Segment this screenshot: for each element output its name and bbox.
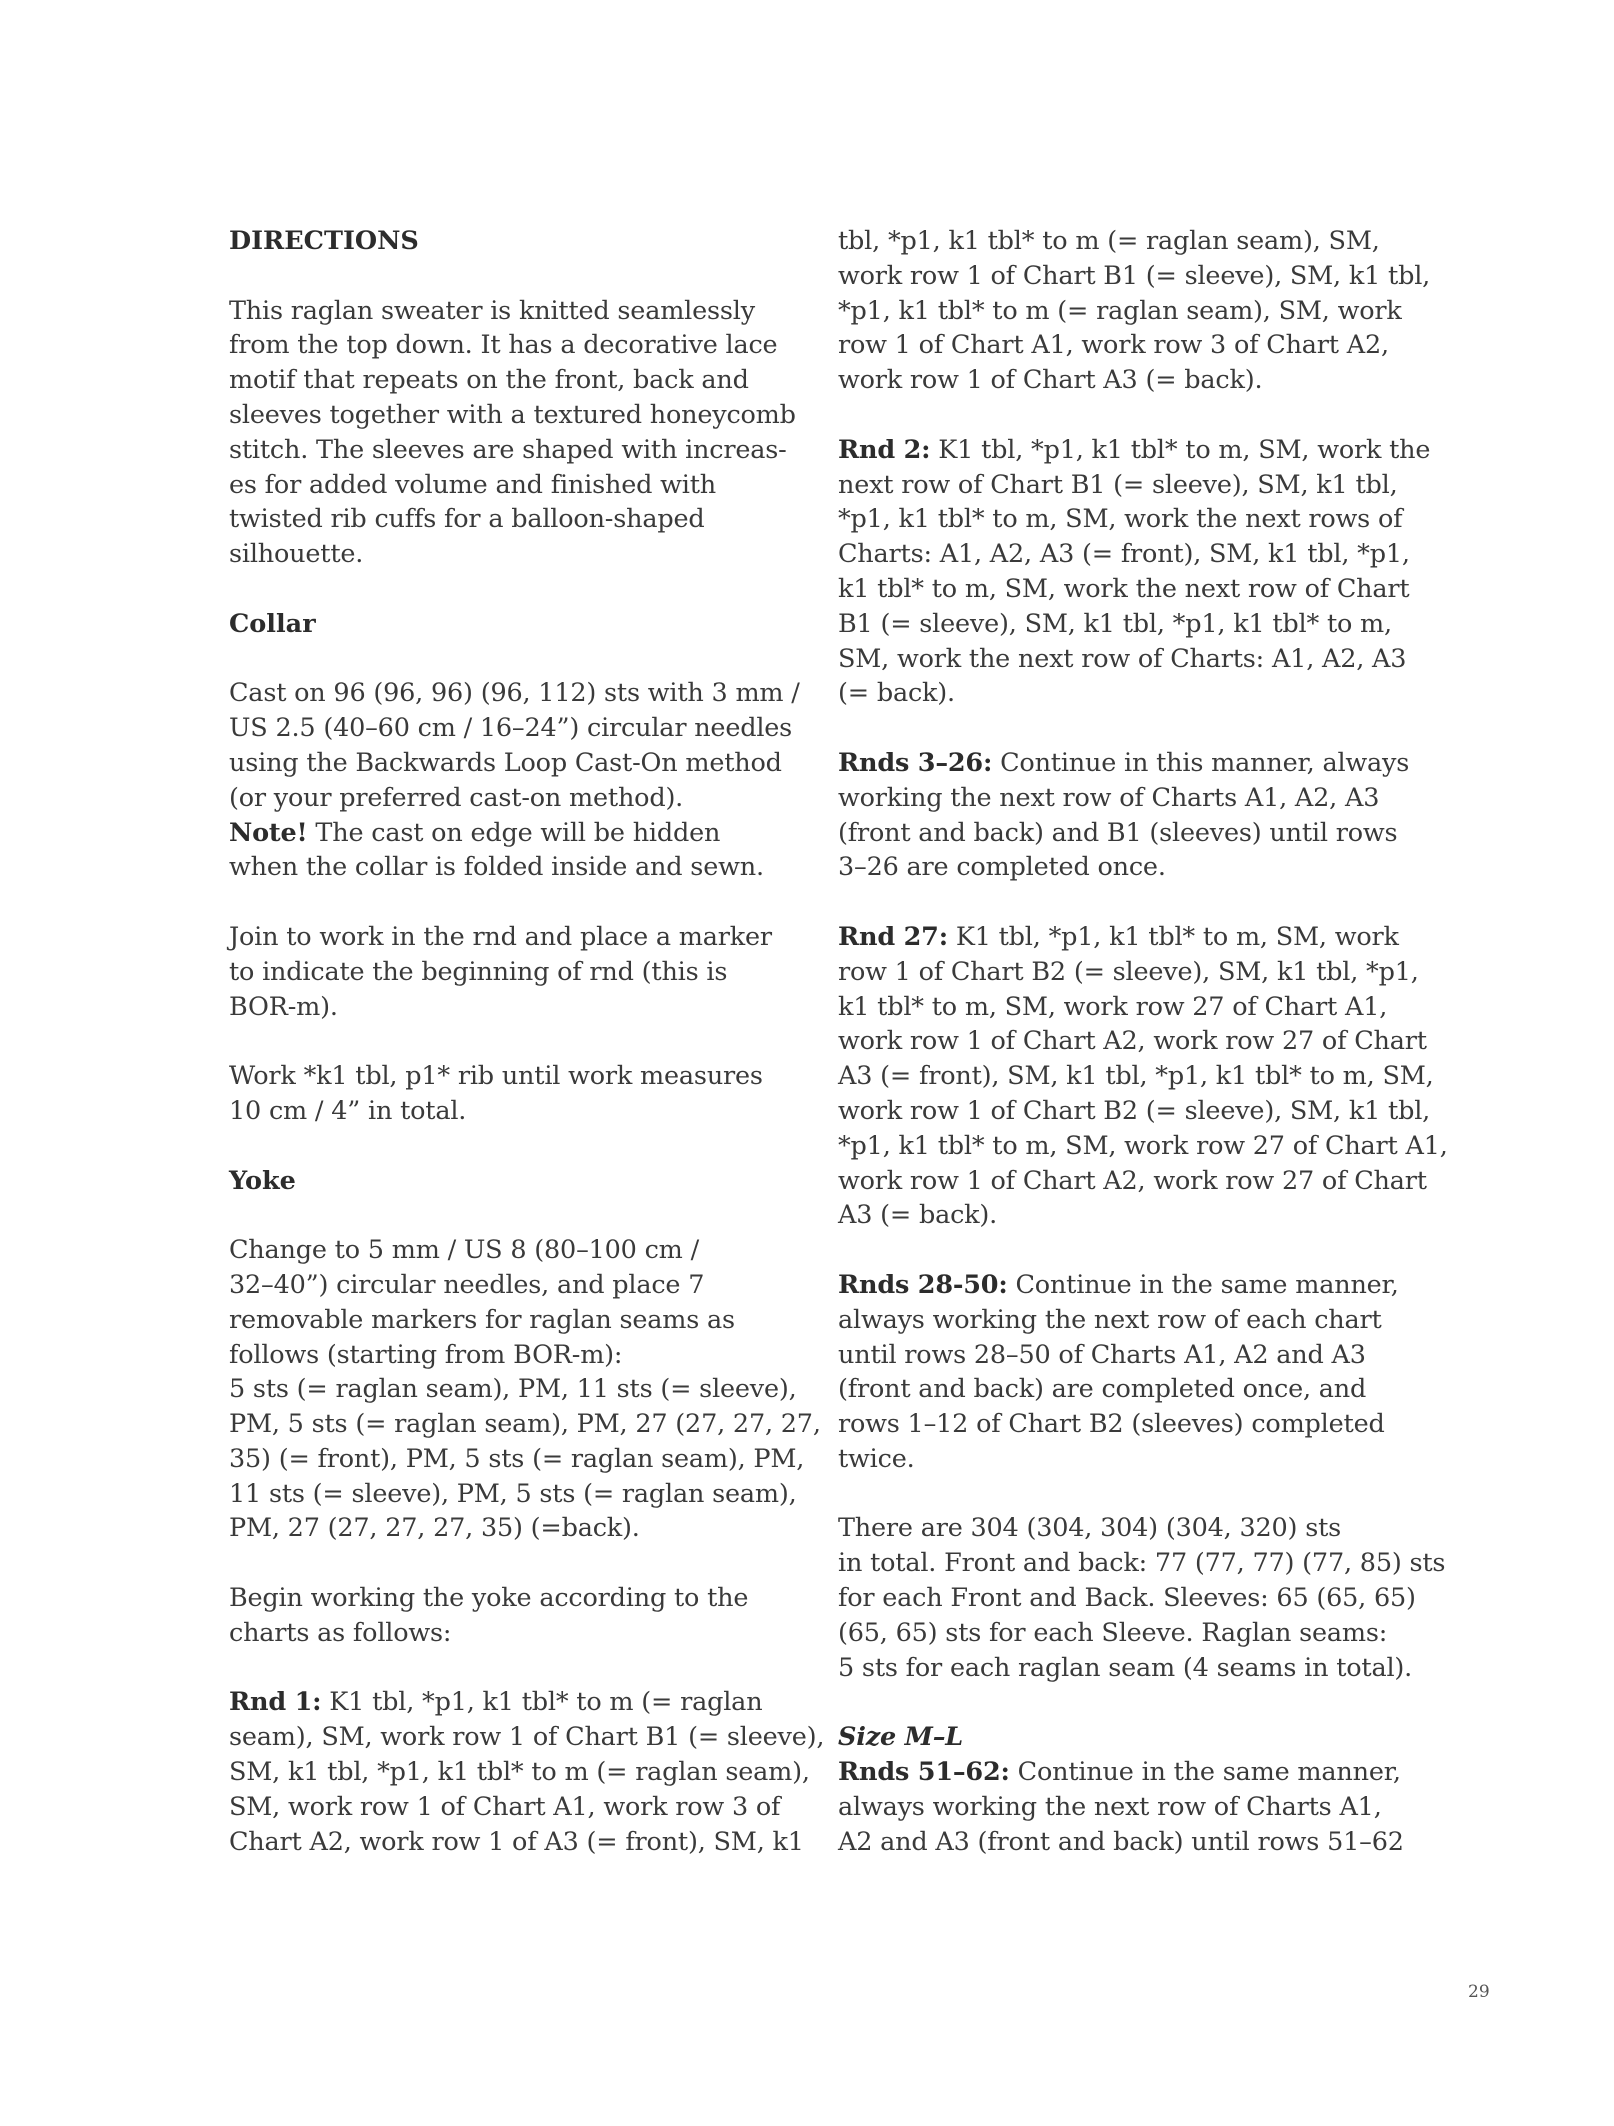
text-line: twisted rib cuffs for a balloon-shaped [229,504,705,535]
rnds28-first-line [838,1268,1418,1303]
text-line: row 1 of Chart B2 (= sleeve), SM, k1 tbl, *p1, [838,956,1419,987]
text-line: 11 sts (= sleeve), PM, 5 sts (= raglan seam), [229,1478,797,1509]
text-line: rows 1–12 of Chart B2 (sleeves) completed [838,1409,1385,1440]
rnd27-label: Rnd 27: [838,921,948,952]
note-label: Note! [229,817,308,848]
text-line: 3–26 are completed once. [838,852,1166,883]
text-line: 35) (= front), PM, 5 sts (= raglan seam), PM, [229,1443,805,1474]
text-line: (= back). [838,678,955,709]
text-line: when the collar is folded inside and sewn. [229,852,764,883]
totals-paragraph [838,1511,1446,1685]
text-line: Charts: A1, A2, A3 (= front), SM, k1 tbl, *p1, [838,539,1410,570]
rnds28-50-paragraph [838,1268,1418,1477]
rnds3-text: Continue in this manner, always [992,747,1410,778]
text-line: sleeves together with a textured honeycomb [229,399,796,430]
left-column [229,224,825,1859]
rnd1-continued-paragraph [838,224,1431,398]
text-line: Cast on 96 (96, 96) (96, 112) sts with 3 mm / [229,678,800,709]
rnds3-label: Rnds 3–26: [838,747,993,778]
rnd2-paragraph [838,433,1431,711]
text-line: (65, 65) sts for each Sleeve. Raglan seams: [838,1617,1388,1648]
size-heading: Size M–L [838,1722,963,1753]
rnd1-first-line [229,1685,799,1720]
text-line: 32–40”) circular needles, and place 7 [229,1269,705,1300]
text-line: twice. [838,1443,915,1474]
rnd1-label: Rnd 1: [229,1687,322,1718]
text-line: always working the next row of each chart [838,1304,1382,1335]
text-line: es for added volume and finished with [229,469,716,500]
text-line: removable markers for raglan seams as [229,1304,735,1335]
text-line: stitch. The sleeves are shaped with increas- [229,434,787,465]
text-line: B1 (= sleeve), SM, k1 tbl, *p1, k1 tbl* to m, [838,608,1392,639]
text-line: follows (starting from BOR-m): [229,1339,623,1370]
text-line: k1 tbl* to m, SM, work the next row of Chart [838,573,1410,604]
rnd2-text: K1 tbl, *p1, k1 tbl* to m, SM, work the [930,434,1431,465]
text-line: (or your preferred cast-on method). [229,782,684,813]
directions-paragraph [229,294,799,572]
text-line: silhouette. [229,539,364,570]
text-line: Join to work in the rnd and place a marker [229,921,772,952]
text-line: A3 (= back). [838,1200,998,1231]
text-line: *p1, k1 tbl* to m (= raglan seam), SM, work [838,295,1402,326]
text-line: work row 1 of Chart B2 (= sleeve), SM, k1 tbl, [838,1095,1431,1126]
text-line: to indicate the beginning of rnd (this is [229,956,728,987]
rnds51-label: Rnds 51–62: [838,1757,1010,1788]
text-line: until rows 28–50 of Charts A1, A2 and A3 [838,1339,1366,1370]
text-line: Chart A2, work row 1 of A3 (= front), SM, k1 [229,1826,804,1857]
rnd27-paragraph [838,920,1448,1233]
text-line: seam), SM, work row 1 of Chart B1 (= sleeve), [229,1722,825,1753]
text-line: work row 1 of Chart A2, work row 27 of Chart [838,1026,1427,1057]
text-line: A2 and A3 (front and back) until rows 51–62 [838,1826,1404,1857]
text-line: 5 sts for each raglan seam (4 seams in total). [838,1652,1413,1683]
right-column [838,224,1448,1859]
begin-paragraph [229,1581,799,1651]
text-line: work row 1 of Chart B1 (= sleeve), SM, k1 tbl, [838,260,1431,291]
rnds28-text: Continue in the same manner, [1007,1269,1399,1300]
text-line: There are 304 (304, 304) (304, 320) sts [838,1513,1342,1544]
rnd2-first-line [838,433,1431,468]
text-line: working the next row of Charts A1, A2, A3 [838,782,1380,813]
rnds3-26-paragraph [838,746,1418,885]
text-line: Begin working the yoke according to the [229,1583,749,1614]
cast-on-paragraph [229,676,799,885]
rib-paragraph [229,1059,799,1129]
rnd2-label: Rnd 2: [838,434,931,465]
rnd1-paragraph [229,1685,825,1859]
text-line: in total. Front and back: 77 (77, 77) (77, 85) sts [838,1548,1446,1579]
text-line: charts as follows: [229,1617,452,1648]
text-line: work row 1 of Chart A3 (= back). [838,365,1263,396]
text-line: PM, 5 sts (= raglan seam), PM, 27 (27, 27, 27, [229,1409,821,1440]
text-line: using the Backwards Loop Cast-On method [229,747,782,778]
collar-heading: Collar [229,608,316,639]
text-line: This raglan sweater is knitted seamlessly [229,295,755,326]
text-line: PM, 27 (27, 27, 27, 35) (=back). [229,1513,640,1544]
text-line: k1 tbl* to m, SM, work row 27 of Chart A1, [838,991,1388,1022]
text-line: from the top down. It has a decorative lace [229,330,778,361]
rnds3-first-line [838,746,1418,781]
text-line: Work *k1 tbl, p1* rib until work measures [229,1061,763,1092]
rnds51-first-line [838,1755,1418,1790]
text-line: A3 (= front), SM, k1 tbl, *p1, k1 tbl* to m, SM, [838,1061,1434,1092]
text-line: 10 cm / 4” in total. [229,1095,467,1126]
text-line: SM, work row 1 of Chart A1, work row 3 of [229,1791,781,1822]
note-text: The cast on edge will be hidden [307,817,721,848]
text-line: (front and back) and B1 (sleeves) until rows [838,817,1398,848]
text-line: tbl, *p1, k1 tbl* to m (= raglan seam), SM, [838,226,1380,256]
change-needles-paragraph [229,1233,821,1546]
text-line: *p1, k1 tbl* to m, SM, work row 27 of Chart A1, [838,1130,1448,1161]
text-line: next row of Chart B1 (= sleeve), SM, k1 tbl, [838,469,1398,500]
text-line: SM, work the next row of Charts: A1, A2, A3 [838,643,1407,674]
text-line: SM, k1 tbl, *p1, k1 tbl* to m (= raglan seam), [229,1757,810,1788]
rnd27-text: K1 tbl, *p1, k1 tbl* to m, SM, work [947,921,1399,952]
text-line: *p1, k1 tbl* to m, SM, work the next rows of [838,504,1403,535]
rnd27-first-line [838,920,1418,955]
text-line: Change to 5 mm / US 8 (80–100 cm / [229,1235,699,1266]
directions-heading: DIRECTIONS [229,226,419,256]
text-line: BOR-m). [229,991,338,1022]
rnds51-text: Continue in the same manner, [1009,1757,1401,1788]
size-m-l-paragraph [838,1720,1418,1859]
text-line: US 2.5 (40–60 cm / 16–24”) circular needles [229,713,793,744]
yoke-heading: Yoke [229,1165,296,1196]
text-line: work row 1 of Chart A2, work row 27 of Chart [838,1165,1427,1196]
text-line: motif that repeats on the front, back and [229,365,749,396]
text-line: for each Front and Back. Sleeves: 65 (65, 65) [838,1583,1416,1614]
note-line [229,816,799,851]
text-line: 5 sts (= raglan seam), PM, 11 sts (= sleeve), [229,1374,797,1405]
rnd1-text: K1 tbl, *p1, k1 tbl* to m (= raglan [321,1687,763,1718]
join-paragraph [229,920,799,1024]
text-line: always working the next row of Charts A1, [838,1791,1382,1822]
text-line: row 1 of Chart A1, work row 3 of Chart A2, [838,330,1389,361]
page-number: 29 [1468,1982,1490,2002]
rnds28-label: Rnds 28-50: [838,1269,1008,1300]
text-line: (front and back) are completed once, and [838,1374,1367,1405]
